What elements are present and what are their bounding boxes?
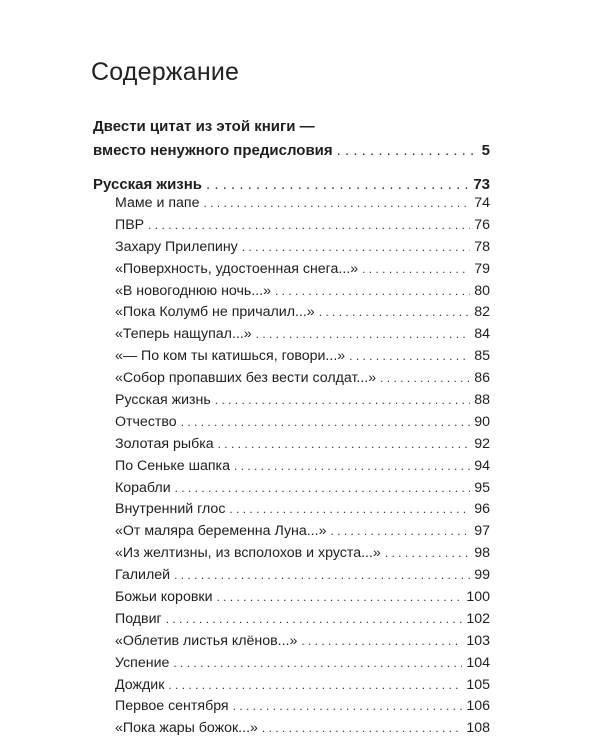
dot-leader <box>242 237 470 259</box>
toc-entry-page-number: 103 <box>466 632 490 649</box>
toc-entry-title: Дождик <box>115 676 165 693</box>
toc-entry-title: «Теперь нащупал...» <box>115 326 252 343</box>
toc-entry-page-number: 88 <box>474 392 490 409</box>
preface-title-line2: вместо ненужного предисловия <box>93 142 333 159</box>
toc-entry <box>115 718 490 740</box>
toc-entry-title: Русская жизнь <box>115 392 211 409</box>
toc-entry-page-number: 86 <box>474 370 490 387</box>
toc-entry-page-number: 98 <box>474 545 490 562</box>
dot-leader <box>229 499 470 521</box>
toc-entry-title: Маме и папе <box>115 195 200 211</box>
toc-section-heading <box>93 175 490 195</box>
toc-entry <box>115 412 490 434</box>
dot-leader <box>319 302 471 324</box>
toc-entry <box>115 324 490 346</box>
toc-entry <box>115 302 490 324</box>
toc-entry-title: Захару Прилепину <box>115 238 238 255</box>
toc-entry-page-number: 96 <box>474 501 490 518</box>
dot-leader <box>349 346 470 368</box>
toc-entry-page-number: 100 <box>466 589 490 606</box>
dot-leader <box>175 478 471 500</box>
toc-entry <box>115 499 490 521</box>
toc-entry-title: «Пока Колумб не причалил...» <box>115 304 315 321</box>
toc-entry-page-number: 99 <box>474 567 490 584</box>
toc-entry-page-number: 106 <box>466 698 490 715</box>
toc-entry <box>115 193 490 215</box>
dot-leader <box>215 390 470 412</box>
dot-leader <box>301 631 462 653</box>
toc-entry-page-number: 90 <box>474 413 490 430</box>
section-page-number: 73 <box>473 176 490 193</box>
dot-leader <box>148 215 470 237</box>
toc-entry-title: «Собор пропавших без вести солдат...» <box>115 370 377 387</box>
preface-row <box>93 139 490 163</box>
dot-leader <box>380 368 470 390</box>
toc-entry-title: «В новогоднюю ночь...» <box>115 282 271 299</box>
toc-entry-title: «Пока жары божок...» <box>115 720 258 737</box>
dot-leader <box>337 139 478 163</box>
dot-leader <box>203 193 470 215</box>
dot-leader <box>181 412 471 434</box>
toc-entry-page-number: 79 <box>474 260 490 277</box>
toc-entry <box>115 696 490 718</box>
toc-entry-title: «Облетив листья клёнов...» <box>115 632 298 649</box>
dot-leader <box>234 456 470 478</box>
toc-entry-title: Корабли <box>115 479 171 496</box>
toc-entry <box>115 390 490 412</box>
dot-leader <box>206 175 469 195</box>
dot-leader <box>275 281 470 303</box>
toc-entry-page-number: 102 <box>466 610 490 627</box>
toc-entry-page-number: 78 <box>474 238 490 255</box>
toc-entry-title: «От маляра беременна Луна...» <box>115 523 327 540</box>
section-title: Русская жизнь <box>93 176 203 193</box>
toc-entry <box>115 521 490 543</box>
dot-leader <box>217 587 463 609</box>
dot-leader <box>330 521 470 543</box>
dot-leader <box>173 653 462 675</box>
page-title: Содержание <box>91 58 240 86</box>
toc-entry <box>115 346 490 368</box>
toc-entry-title: «Из желтизны, из всполохов и хруста...» <box>115 545 381 562</box>
toc-entry <box>115 653 490 675</box>
toc-entry-page-number: 97 <box>474 523 490 540</box>
toc-entry-page-number: 76 <box>474 216 490 233</box>
toc-entry <box>115 609 490 631</box>
toc-entry <box>115 215 490 237</box>
toc-entry <box>115 368 490 390</box>
toc-entry-title: ПВР <box>115 216 145 233</box>
dot-leader <box>233 696 463 718</box>
toc-entry-title: «Поверхность, удостоенная снега...» <box>115 260 359 277</box>
dot-leader <box>174 565 470 587</box>
dot-leader <box>168 675 462 697</box>
toc-entry-page-number: 80 <box>474 282 490 299</box>
dot-leader <box>218 434 471 456</box>
toc-entry-title: Первое сентября <box>115 698 229 715</box>
dot-leader <box>385 543 470 565</box>
toc-entry-title: Подвиг <box>115 610 162 627</box>
toc-entry <box>115 675 490 697</box>
preface-title-line1: Двести цитат из этой книги — <box>93 118 315 135</box>
toc-entry-title: Галилей <box>115 567 171 584</box>
toc-entry-page-number: 74 <box>474 195 490 211</box>
toc-entry-page-number: 85 <box>474 348 490 365</box>
toc-entry-page-number: 105 <box>466 676 490 693</box>
toc-entry-page-number: 104 <box>466 654 490 671</box>
toc-entry-page-number: 108 <box>466 720 490 737</box>
toc-entry-title: Отчество <box>115 413 177 430</box>
toc-entry-page-number: 92 <box>474 435 490 452</box>
toc-entry-title: Успение <box>115 654 170 671</box>
toc-entry <box>115 631 490 653</box>
toc-entry-page-number: 82 <box>474 304 490 321</box>
toc-entry <box>115 565 490 587</box>
toc-entry <box>115 259 490 281</box>
toc-entry-title: Золотая рыбка <box>115 435 214 452</box>
dot-leader <box>166 609 463 631</box>
toc-entry <box>115 237 490 259</box>
preface-page-number: 5 <box>481 142 490 159</box>
dot-leader <box>256 324 471 346</box>
toc-entry-title: Внутренний глос <box>115 501 226 518</box>
toc-entry <box>115 456 490 478</box>
toc-entry-title: По Сеньке шапка <box>115 457 230 474</box>
toc-entry-page-number: 95 <box>474 479 490 496</box>
toc-entry-title: Божьи коровки <box>115 589 213 606</box>
toc-entry <box>115 478 490 500</box>
toc-preface-entry <box>93 115 490 163</box>
toc-entry <box>115 587 490 609</box>
toc-entry <box>115 543 490 565</box>
toc-entry-title: «— По ком ты катишься, говори...» <box>115 348 346 365</box>
toc-entry <box>115 434 490 456</box>
dot-leader <box>262 718 462 740</box>
dot-leader <box>362 259 470 281</box>
toc-entry-page-number: 94 <box>474 457 490 474</box>
toc-entry-page-number: 84 <box>474 326 490 343</box>
toc-entry-list <box>115 193 490 740</box>
toc-entry <box>115 281 490 303</box>
